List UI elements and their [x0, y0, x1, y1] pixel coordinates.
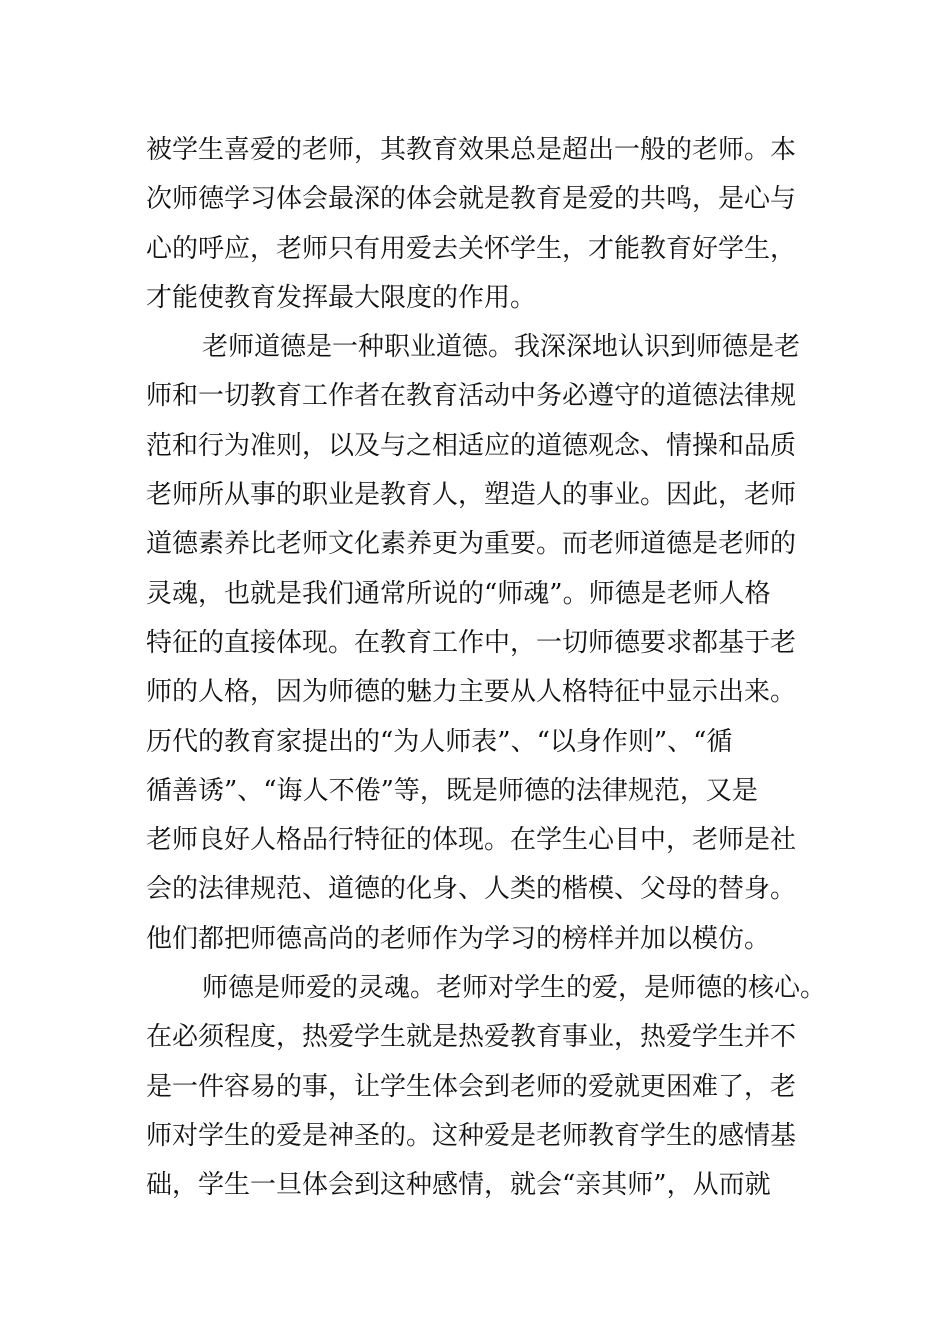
text-line: 是一件容易的事，让学生体会到老师的爱就更困难了，老: [146, 1071, 797, 1102]
text-line: 道德素养比老师文化素养更为重要。而老师道德是老师的: [146, 529, 797, 560]
text-line: 老师所从事的职业是教育人，塑造人的事业。因此，老师: [146, 480, 797, 511]
text-line: 范和行为准则，以及与之相适应的道德观念、情操和品质: [146, 430, 797, 461]
text-line: 循善诱”、“诲人不倦”等，既是师德的法律规范，又是: [146, 775, 758, 806]
text-line: 师和一切教育工作者在教育活动中务必遵守的道德法律规: [146, 381, 797, 412]
text-line: 灵魂，也就是我们通常所说的“师魂”。师德是老师人格: [146, 578, 771, 609]
text-line: 心的呼应，老师只有用爱去关怀学生，才能教育好学生，: [146, 233, 797, 264]
text-line: 老师良好人格品行特征的体现。在学生心目中，老师是社: [146, 825, 797, 856]
paragraph-start-line: 老师道德是一种职业道德。我深深地认识到师德是老: [202, 332, 801, 363]
paragraph-start-line: 师德是师爱的灵魂。老师对学生的爱，是师德的核心。: [202, 973, 827, 1004]
text-line: 他们都把师德高尚的老师作为学习的榜样并加以模仿。: [146, 923, 771, 954]
body-text: [146, 126, 826, 1211]
text-line: 在必须程度，热爱学生就是热爱教育事业，热爱学生并不: [146, 1022, 797, 1053]
text-line: 次师德学习体会最深的体会就是教育是爱的共鸣，是心与: [146, 184, 797, 215]
text-line: 会的法律规范、道德的化身、人类的楷模、父母的替身。: [146, 874, 797, 905]
text-line: 被学生喜爱的老师，其教育效果总是超出一般的老师。本: [146, 135, 797, 165]
text-line: 师对学生的爱是神圣的。这种爱是老师教育学生的感情基: [146, 1120, 797, 1151]
text-line: 特征的直接体现。在教育工作中，一切师德要求都基于老: [146, 627, 797, 658]
text-line: 历代的教育家提出的“为人师表”、“以身作则”、“循: [146, 726, 733, 757]
text-line: 础，学生一旦体会到这种感情，就会“亲其师”，从而就: [146, 1170, 771, 1201]
text-line: 师的人格，因为师德的魅力主要从人格特征中显示出来。: [146, 677, 797, 708]
text-line: 才能使教育发挥最大限度的作用。: [146, 282, 537, 313]
